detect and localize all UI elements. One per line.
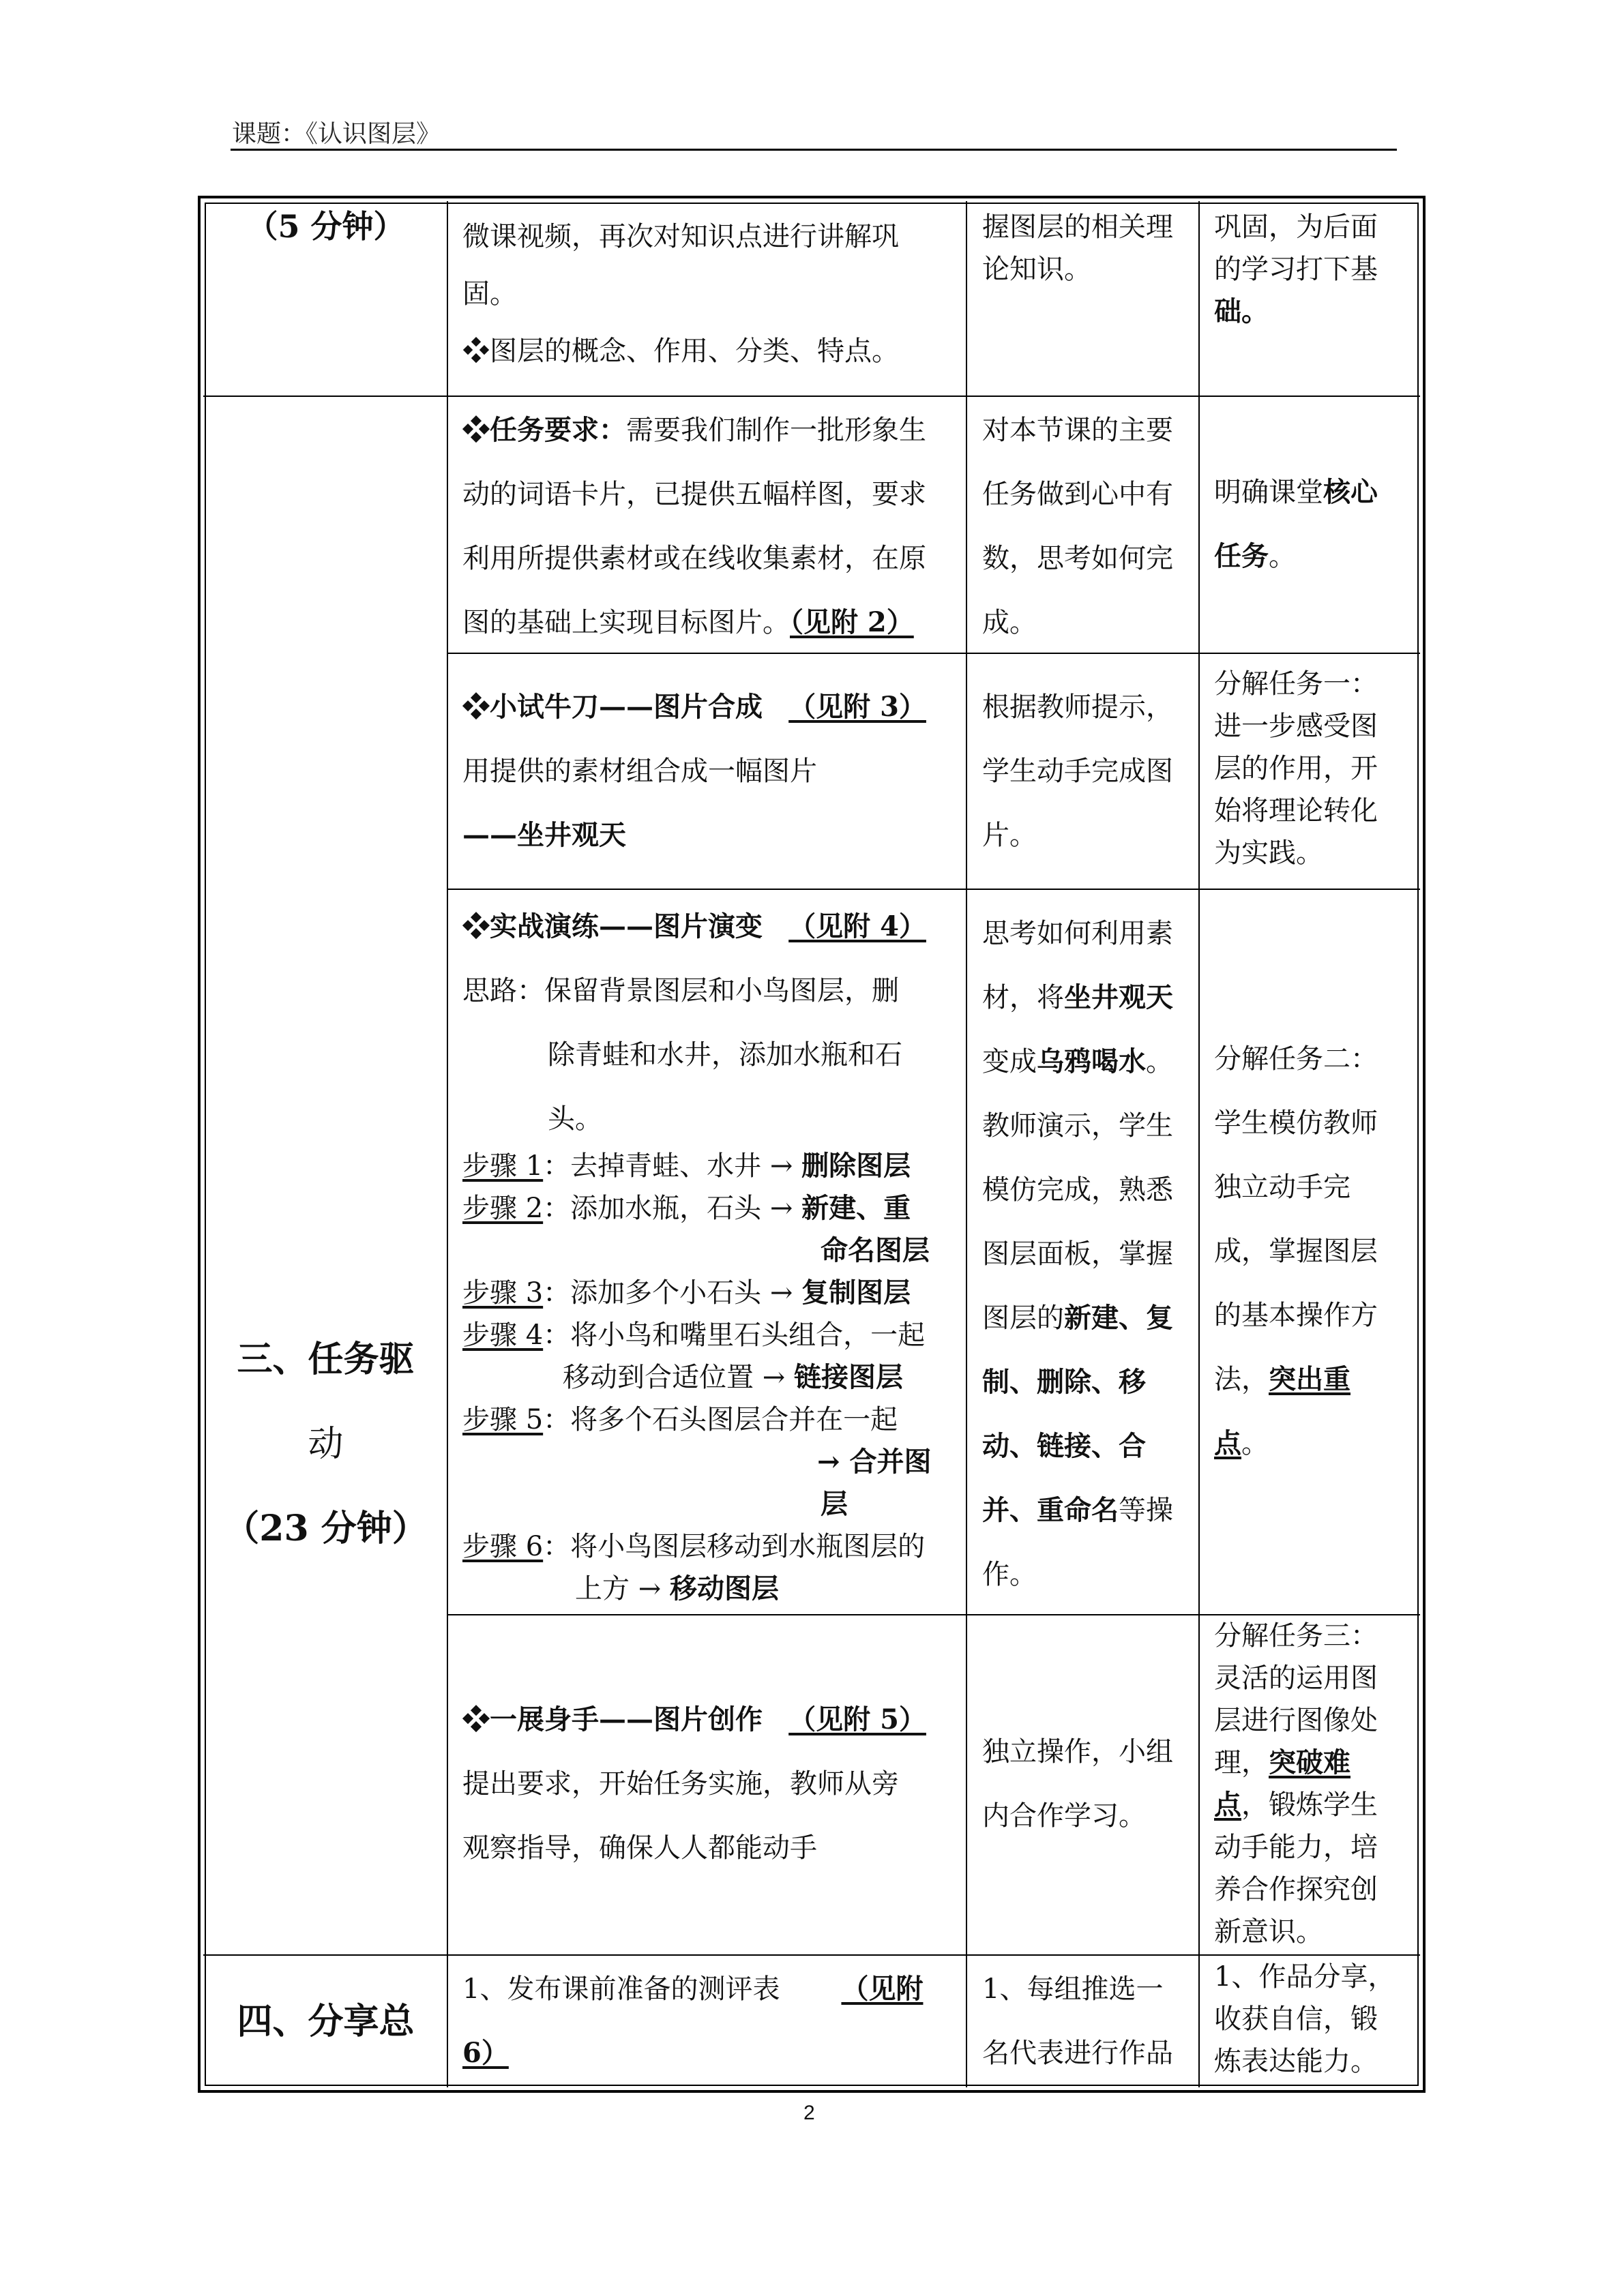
page-number: 2 bbox=[803, 2102, 815, 2124]
stage-4-title: 四、分享总 bbox=[237, 2001, 415, 2042]
row1-content: 微课视频，再次对知识点进行讲解巩 固。 ❖图层的概念、作用、分类、特点。 bbox=[462, 221, 899, 367]
task-requirement-student: 对本节课的主要 任务做到心中有 数，思考如何完 成。 bbox=[982, 415, 1173, 638]
task-2-steps: 步骤 1：去掉青蛙、水井 → 删除图层 步骤 2：添加水瓶，石头 → 新建、重 命名图层 步骤 3：添加多个小石头 → 复制图层 步骤 4：将小鸟和嘴里石头组合，一起 移动到合适位置 → 链接图层 步骤 5：将多个石头图层合并在一起 → 合并图 层 步骤 6：将小鸟图层移动到水瓶图层的 上方 → 移动图层 bbox=[462, 1145, 960, 1610]
task-2-intent: 分解任务二： 学生模仿教师 独立动手完 成，掌握图层 的基本操作方 法，突出重 点。 bbox=[1214, 1043, 1378, 1459]
row-last-content: 1、发布课前准备的测评表 （见附 6） bbox=[462, 1973, 924, 2069]
stage-1-duration: （5 分钟） bbox=[246, 208, 405, 245]
step-4: 步骤 4：将小鸟和嘴里石头组合，一起 bbox=[462, 1320, 926, 1351]
header-title: 课题：《认识图层》 bbox=[232, 120, 441, 148]
task-2-student: 思考如何利用素 材，将坐井观天 变成乌鸦喝水。 教师演示，学生 模仿完成，熟悉 图层面板，掌握 图层的新建、复 制、删除、移 动、链接、合 并、重命名等操 作。 bbox=[982, 918, 1173, 1590]
task-requirement: ❖任务要求：需要我们制作一批形象生 动的词语卡片，已提供五幅样图，要求 利用所提供素材或在线收集素材，在原 图的基础上实现目标图片。（见附 2） bbox=[462, 414, 926, 638]
stage-3-title: 三、任务驱 动 （23 分钟） bbox=[224, 1339, 428, 1549]
row-last-intent: 1、作品分享， 收获自信，锻 炼表达能力。 bbox=[1214, 1961, 1396, 2077]
ref-appendix-2[interactable]: （见附 2） bbox=[790, 606, 914, 638]
task-requirement-intent: 明确课堂核心 任务。 bbox=[1214, 476, 1378, 572]
task-3: ❖一展身手——图片创作 （见附 5） 提出要求，开始任务实施，教师从旁 观察指导，确保人人都能动手 bbox=[462, 1703, 926, 1864]
ref-appendix-4[interactable]: （见附 4） bbox=[788, 910, 926, 942]
header-rule bbox=[231, 149, 1397, 151]
step-6: 步骤 6：将小鸟图层移动到水瓶图层的 bbox=[462, 1531, 926, 1562]
step-1: 步骤 1：去掉青蛙、水井 → 删除图层 bbox=[462, 1150, 911, 1182]
ref-appendix-3[interactable]: （见附 3） bbox=[788, 691, 926, 723]
ref-appendix-5[interactable]: （见附 5） bbox=[788, 1703, 926, 1735]
row-line-3 bbox=[447, 889, 1420, 890]
step-5: 步骤 5：将多个石头图层合并在一起 bbox=[462, 1404, 898, 1435]
task-1-intent: 分解任务一： 进一步感受图 层的作用，开 始将理论转化 为实践。 bbox=[1214, 668, 1378, 869]
row1-student: 握图层的相关理 论知识。 bbox=[982, 211, 1173, 285]
step-2: 步骤 2：添加水瓶，石头 → 新建、重 bbox=[462, 1192, 911, 1224]
row1-intent: 巩固，为后面 的学习打下基 础。 bbox=[1214, 211, 1378, 327]
col-line-1 bbox=[447, 201, 448, 2087]
step-3: 步骤 3：添加多个小石头 → 复制图层 bbox=[462, 1277, 911, 1309]
row-line-1 bbox=[203, 396, 1420, 397]
task-1: ❖小试牛刀——图片合成 （见附 3） 用提供的素材组合成一幅图片 ——坐井观天 bbox=[462, 691, 926, 851]
task-2-header: ❖实战演练——图片演变 （见附 4） 思路：保留背景图层和小鸟图层，删 除青蛙和水井，添加水瓶和石 头。 bbox=[462, 910, 926, 1135]
col-line-2 bbox=[966, 201, 967, 2087]
row-last-student: 1、每组推选一 名代表进行作品 bbox=[982, 1973, 1173, 2069]
ref-appendix-6[interactable]: （见附 bbox=[841, 1973, 924, 2005]
task-3-intent: 分解任务三： 灵活的运用图 层进行图像处 理，突破难 点，锻炼学生 动手能力，培 养合作探究创 新意识。 bbox=[1214, 1620, 1378, 1948]
col-line-3 bbox=[1198, 201, 1200, 2087]
task-1-student: 根据教师提示， 学生动手完成图 片。 bbox=[982, 691, 1173, 851]
task-3-student: 独立操作，小组 内合作学习。 bbox=[982, 1736, 1173, 1832]
